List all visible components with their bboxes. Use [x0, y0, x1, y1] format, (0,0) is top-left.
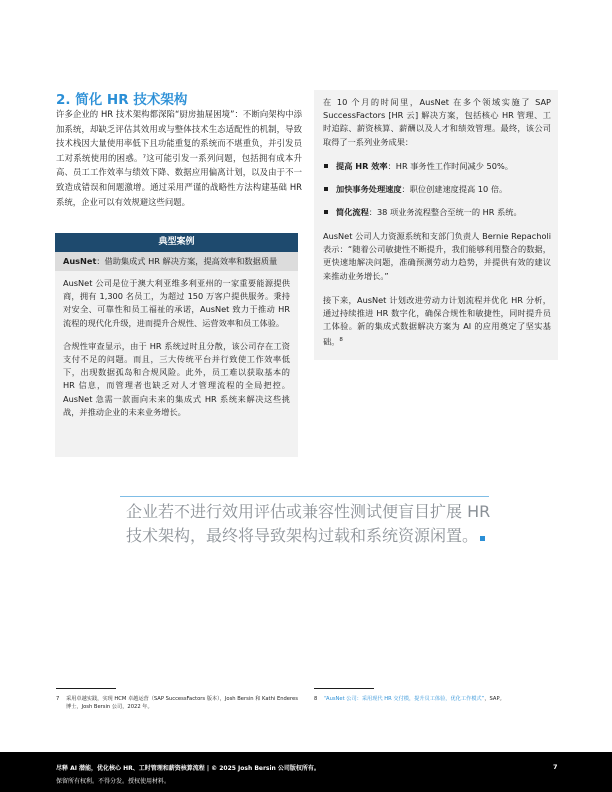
results-intro: 在 10 个月的时间里，AusNet 在多个领域实施了 SAP SuccessFactors [HR 云] 解决方案，包括核心 HR 管理、工时追踪、薪资核算、薪酬以及人才和绩效管理。最终，该公司取得了一系列业务成果： [323, 97, 551, 147]
results-item [323, 183, 551, 195]
results-item [323, 160, 551, 172]
case-subtitle-brand: AusNet [63, 256, 97, 266]
results-item [323, 206, 551, 218]
footer-rights: 保留所有权利。不得分发。授权使用材料。 [56, 778, 171, 785]
footnote-ref-8[interactable]: 8 [339, 336, 343, 343]
bullet-icon [324, 164, 328, 168]
result-text: ：职位创建速度提高 10 倍。 [401, 184, 508, 194]
footnote-text: 采用卓越实践，实现 HCM 卓越运营（SAP SuccessFactors 版本），Josh Bersin 和 Kathi Enderes 博士，Josh Bersin 公司，2022 年。 [66, 696, 298, 710]
result-label: 加快事务处理速度 [336, 184, 402, 194]
section-heading: 2. 简化 HR 技术架构 [56, 92, 188, 108]
footnote-source: ，SAP。 [484, 696, 505, 702]
results-box [314, 90, 558, 360]
bullet-icon [324, 210, 328, 214]
results-quote: AusNet 公司人力资源系统和支部门负责人 Bernie Repacholi 表示：“随着公司敏捷性不断提升，我们能够利用整合的数据，更快速地解决问题，准确预测劳动力趋势，并提供有效的建议来推动业务增长。” [323, 231, 551, 281]
footnote-text [324, 696, 559, 704]
footer-title: 尽释 AI 潜能，优化核心 HR、工时管理和薪资核算流程 | © 2025 Josh Bersin 公司版权所有。 [56, 765, 320, 772]
footnote-8 [314, 696, 559, 704]
result-text: ：38 项业务流程整合至统一的 HR 系统。 [368, 207, 522, 217]
result-text: ：HR 事务性工作时间减少 50%。 [387, 161, 513, 171]
result-label: 提高 HR 效率 [336, 161, 388, 171]
next-steps-text: 接下来，AusNet 计划改进劳动力计划流程并优化 HR 分析，通过持续推进 HR 数字化，确保合规性和敏捷性，同时提升员工体验。新的集成式数据解决方案为 AI 的应用奠定了坚实基础。 [323, 295, 551, 347]
result-label: 简化流程 [336, 207, 369, 217]
footnote-divider [56, 688, 116, 689]
quote-end-mark-icon [480, 536, 485, 541]
case-study-title: 典型案例 [55, 233, 298, 252]
page-footer [0, 752, 612, 792]
case-study-subtitle [55, 252, 298, 271]
results-next-steps [323, 294, 551, 349]
section-body: 许多企业的 HR 技术架构都深陷“厨房抽屉困境”：不断向架构中添加系统，却缺乏评估其效用或与整体技术生态适配性的机制，导致技术栈因大量使用率低下且功能重复的系统而不堪重负，并引发员工对系统使用的困惑。⁷这可能引发一系列问题，包括拥有成本升高、员工工作效率与绩效下降、数据应用偏离计划，以及由于不一致造成错误和间题激增。通过采用严谨的战略性方法构建基础 HR 系统，企业可以有效规避这些问题。 [56, 109, 302, 207]
footnote-7 [56, 696, 301, 711]
case-subtitle-text: ：借助集成式 HR 解决方案，提高效率和数据质量 [96, 256, 278, 266]
quote-divider [120, 496, 489, 497]
pull-quote-text: 企业若不进行效用评估或兼容性测试便盲目扩展 HR 技术架构，最终将导致架构过载和系统资源闲置。 [126, 502, 491, 545]
footnote-number: 8 [314, 696, 318, 702]
footnote-link[interactable]: “AusNet 公司：采用现代 HR 交付模，提升员工体验，优化工作模式” [324, 696, 485, 702]
bullet-icon [324, 187, 328, 191]
results-list [323, 160, 551, 229]
footnote-number: 7 [56, 696, 60, 702]
case-paragraph-2: 合规性审查显示，由于 HR 系统过时且分散，该公司存在工资支付不足的问题。而且，三大传统平台并行致使工作效率低下，出现数据孤岛和合规风险。此外，员工难以获取基本的 HR 信息，而管理者也缺乏对人才管理流程的全局把控。AusNet 急需一款面向未来的集成式 HR 系统来解决这些挑战，并推动企业的未来业务增长。 [63, 340, 290, 417]
case-study-box [55, 233, 298, 457]
page-number: 7 [553, 763, 558, 771]
footnote-divider [314, 688, 374, 689]
case-paragraph-1: AusNet 公司是位于澳大利亚维多利亚州的一家重要能源提供商，拥有 1,300 名员工，为超过 150 万客户提供服务。秉持对安全、可靠性和员工福祉的承诺，AusNet 致力于推动 HR 流程的现代化升级，进而提升合规性、运营效率和员工体验。 [63, 278, 290, 328]
pull-quote [126, 500, 498, 548]
